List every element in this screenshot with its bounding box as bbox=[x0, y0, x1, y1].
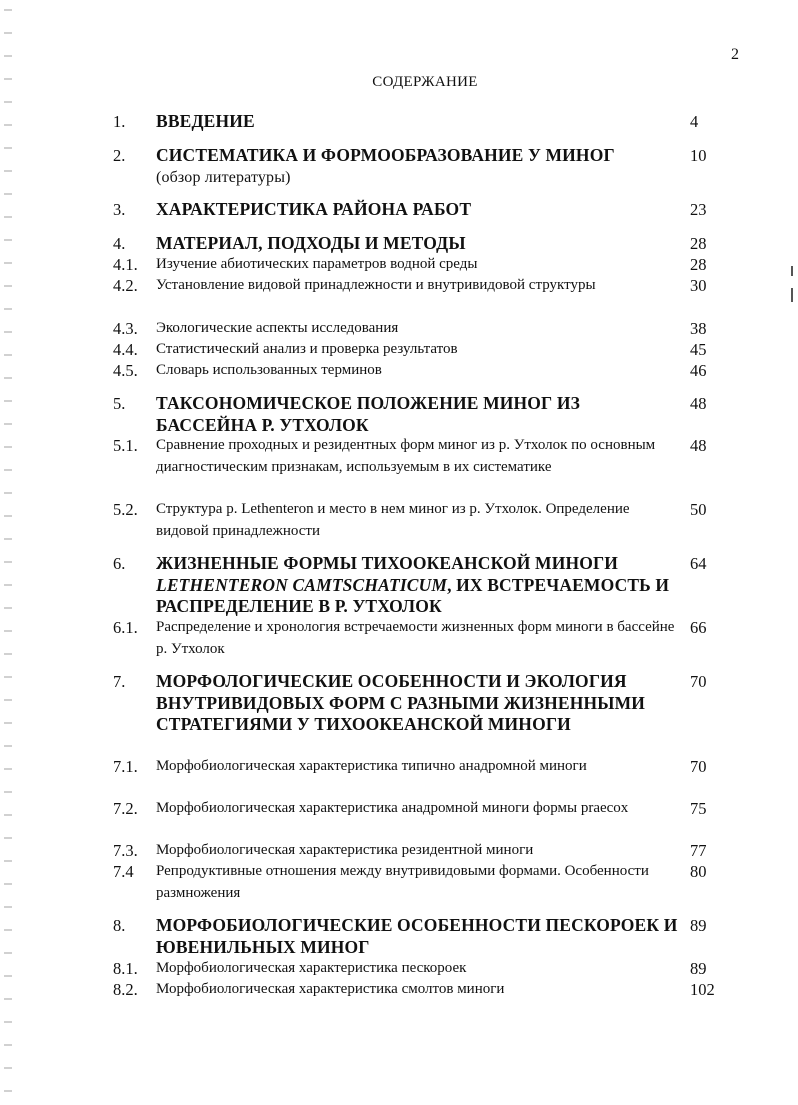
entry-number: 8. bbox=[113, 916, 126, 935]
entry-page: 66 bbox=[690, 618, 707, 637]
entry-page: 70 bbox=[690, 757, 707, 776]
entry-number: 8.2. bbox=[113, 980, 138, 999]
entry-number: 5. bbox=[113, 394, 126, 413]
entry-page: 70 bbox=[690, 672, 707, 691]
entry-number: 8.1. bbox=[113, 959, 138, 978]
entry-title: МОРФОЛОГИЧЕСКИЕ ОСОБЕННОСТИ И ЭКОЛОГИЯ ВНУТРИВИДОВЫХ ФОРМ С РАЗНЫМИ ЖИЗНЕННЫМИ СТРАТЕГИЯМИ У ТИХООКЕАНСКОЙ МИНОГИ bbox=[156, 671, 646, 734]
entry-title: Морфобиологическая характеристика смолтов миноги bbox=[156, 981, 505, 997]
entry-title: МАТЕРИАЛ, ПОДХОДЫ И МЕТОДЫ bbox=[156, 233, 466, 253]
entry-page: 48 bbox=[690, 394, 707, 413]
entry-page: 4 bbox=[690, 112, 699, 131]
entry-title: Словарь использованных терминов bbox=[156, 362, 382, 378]
entry-page: 50 bbox=[690, 500, 707, 519]
entry-title: ТАКСОНОМИЧЕСКОЕ ПОЛОЖЕНИЕ МИНОГ ИЗ БАССЕЙНА Р. УТХОЛОК bbox=[156, 393, 580, 435]
entry-page: 89 bbox=[690, 959, 707, 978]
toc-title: СОДЕРЖАНИЕ bbox=[372, 74, 478, 90]
entry-page: 89 bbox=[690, 916, 707, 935]
entry-number: 4.4. bbox=[113, 340, 138, 359]
entry-title: Установление видовой принадлежности и внутривидовой структуры bbox=[156, 277, 596, 293]
entry-number: 7.4 bbox=[113, 862, 134, 881]
entry-title: Репродуктивные отношения между внутривидовыми формами. Особенности размножения bbox=[156, 863, 649, 901]
entry-page: 45 bbox=[690, 340, 707, 359]
entry-number: 4.1. bbox=[113, 255, 138, 274]
entry-number: 4.3. bbox=[113, 319, 138, 338]
entry-number: 4. bbox=[113, 234, 126, 253]
entry-number: 6.1. bbox=[113, 618, 138, 637]
entry-number: 6. bbox=[113, 554, 126, 573]
entry-number: 7.3. bbox=[113, 841, 138, 860]
entry-title-part: , ИХ ВСТРЕЧАЕМОСТЬ И РАСПРЕДЕЛЕНИЕ В Р. УТХОЛОК bbox=[156, 574, 670, 616]
entry-page: 46 bbox=[690, 361, 707, 380]
entry-number: 2. bbox=[113, 146, 126, 165]
entry-number: 7. bbox=[113, 672, 126, 691]
entry-title: Распределение и хронология встречаемости жизненных форм миноги в бассейне р. Утхолок bbox=[156, 619, 675, 657]
entry-title: Морфобиологическая характеристика пескороек bbox=[156, 960, 467, 976]
entry-title: Морфобиологическая характеристика анадромной миноги формы praecox bbox=[156, 800, 629, 816]
entry-title: Морфобиологическая характеристика резидентной миноги bbox=[156, 842, 534, 858]
entry-title-part: ЖИЗНЕННЫЕ ФОРМЫ ТИХООКЕАНСКОЙ МИНОГИ bbox=[156, 553, 619, 573]
entry-title: Экологические аспекты исследования bbox=[156, 320, 399, 336]
entry-number: 4.5. bbox=[113, 361, 138, 380]
entry-title: МОРФОБИОЛОГИЧЕСКИЕ ОСОБЕННОСТИ ПЕСКОРОЕК И ЮВЕНИЛЬНЫХ МИНОГ bbox=[156, 915, 678, 957]
entry-page: 38 bbox=[690, 319, 707, 338]
entry-number: 1. bbox=[113, 112, 126, 131]
entry-page: 102 bbox=[690, 980, 715, 999]
entry-title bbox=[156, 145, 681, 189]
entry-title-text: СИСТЕМАТИКА И ФОРМООБРАЗОВАНИЕ У МИНОГ bbox=[156, 145, 615, 165]
entry-page: 28 bbox=[690, 255, 707, 274]
entry-title: Сравнение проходных и резидентных форм миног из р. Утхолок по основным диагностическим признакам, используемым в их систематике bbox=[156, 437, 656, 475]
entry-number: 5.1. bbox=[113, 436, 138, 455]
entry-page: 64 bbox=[690, 554, 707, 573]
entry-subtitle: (обзор литературы) bbox=[156, 168, 291, 186]
entry-title: Изучение абиотических параметров водной среды bbox=[156, 256, 478, 272]
entry-title-italic: LETHENTERON CAMTSCHATICUM bbox=[156, 574, 448, 595]
entry-title bbox=[156, 553, 681, 618]
entry-title: Морфобиологическая характеристика типично анадромной миноги bbox=[156, 758, 587, 774]
entry-number: 5.2. bbox=[113, 500, 138, 519]
entry-title: ВВЕДЕНИЕ bbox=[156, 111, 255, 131]
entry-number: 7.1. bbox=[113, 757, 138, 776]
page-number: 2 bbox=[731, 46, 739, 63]
entry-number: 3. bbox=[113, 200, 126, 219]
entry-number: 7.2. bbox=[113, 799, 138, 818]
entry-page: 23 bbox=[690, 200, 707, 219]
entry-page: 80 bbox=[690, 862, 707, 881]
entry-page: 10 bbox=[690, 146, 707, 165]
entry-page: 48 bbox=[690, 436, 707, 455]
entry-page: 28 bbox=[690, 234, 707, 253]
entry-number: 4.2. bbox=[113, 276, 138, 295]
entry-page: 75 bbox=[690, 799, 707, 818]
entry-page: 77 bbox=[690, 841, 707, 860]
entry-page: 30 bbox=[690, 276, 707, 295]
entry-title: Структура р. Lethenteron и место в нем миног из р. Утхолок. Определение видовой принадлежности bbox=[156, 501, 630, 539]
entry-title: ХАРАКТЕРИСТИКА РАЙОНА РАБОТ bbox=[156, 199, 472, 219]
entry-title: Статистический анализ и проверка результатов bbox=[156, 341, 458, 357]
